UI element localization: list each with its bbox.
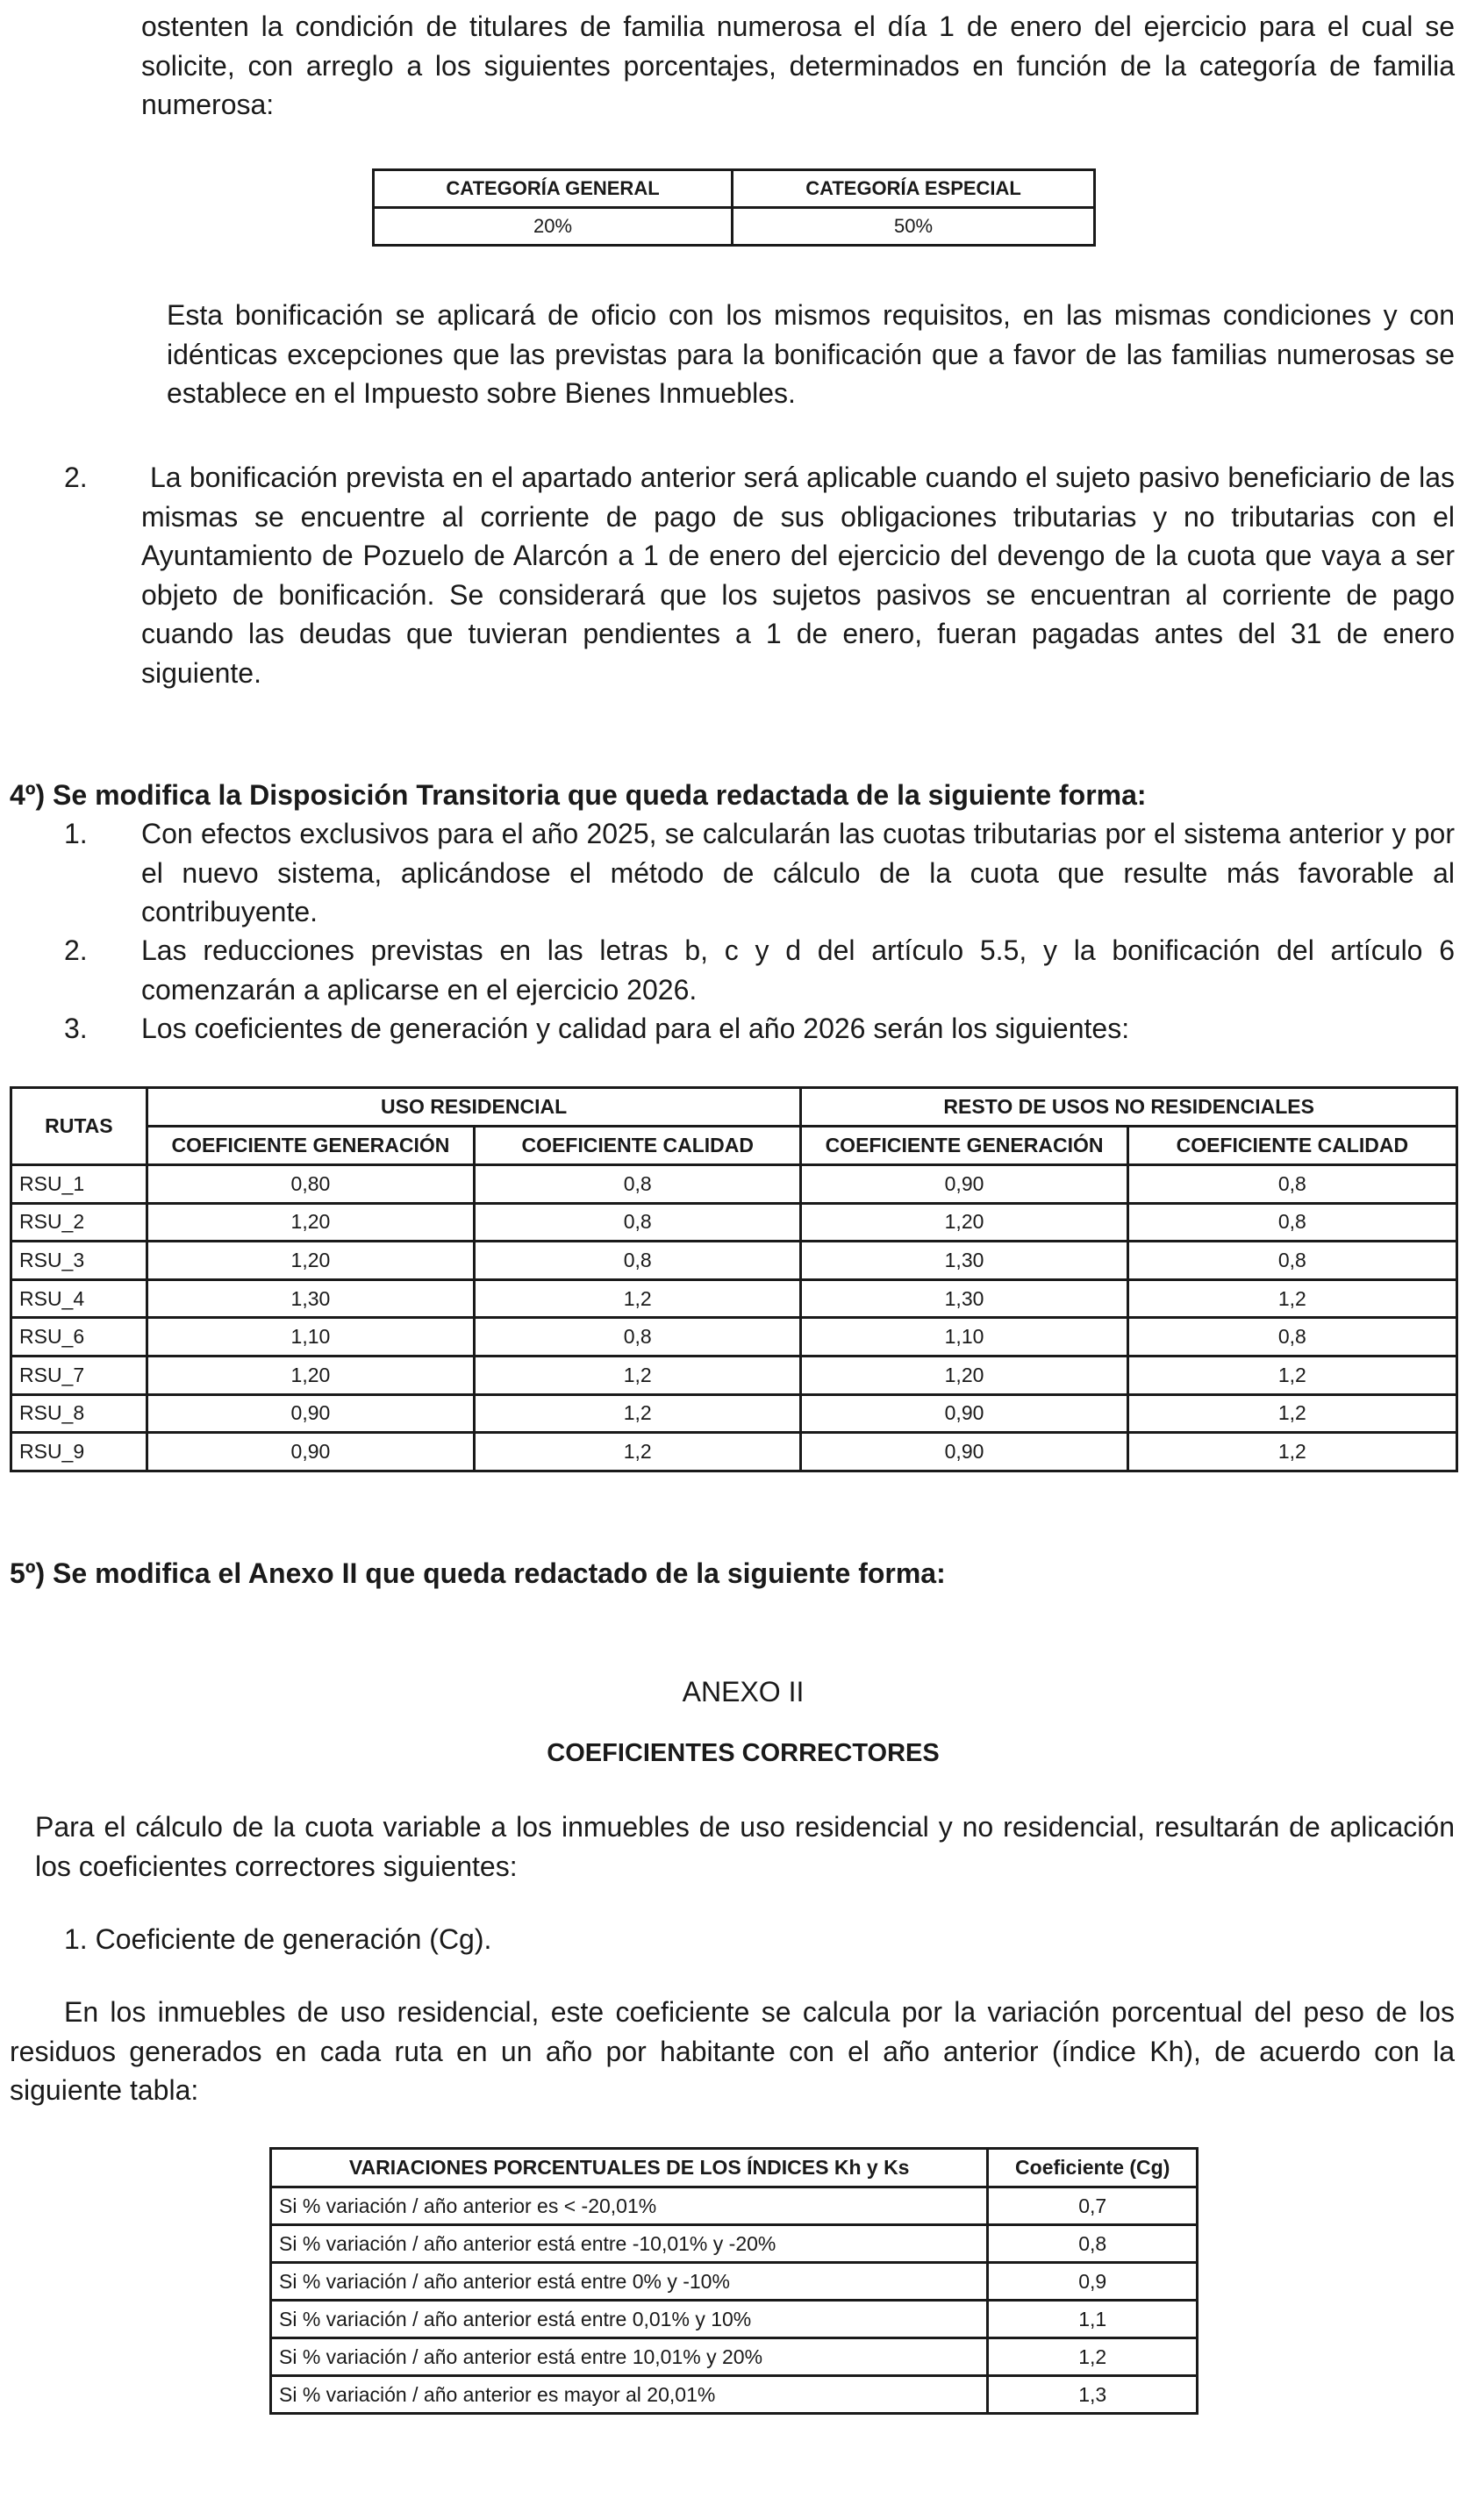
value-cell: 1,2 <box>1127 1433 1456 1471</box>
header-coeficiente: Coeficiente (Cg) <box>988 2149 1198 2187</box>
route-cell: RSU_8 <box>11 1394 147 1433</box>
route-cell: RSU_9 <box>11 1433 147 1471</box>
value-cell: 0,90 <box>801 1433 1127 1471</box>
coefficient-cell: 0,8 <box>988 2225 1198 2263</box>
table-row <box>11 1203 1457 1242</box>
route-cell: RSU_4 <box>11 1279 147 1318</box>
coefficient-cell: 1,1 <box>988 2301 1198 2338</box>
value-cell: 0,8 <box>475 1203 801 1242</box>
annex-title: ANEXO II <box>682 1676 805 1707</box>
route-cell: RSU_2 <box>11 1203 147 1242</box>
section-5-heading: 5º) Se modifica el Anexo II que queda redactado de la siguiente forma: <box>10 1557 946 1589</box>
route-cell: RSU_3 <box>11 1242 147 1280</box>
section-4-item-1: Con efectos exclusivos para el año 2025, se calcularán las cuotas tributarias por el sistema anterior y por el nuevo sistema, aplicándose el método de cálculo de la cuota que resulte más favorable al contribuyente. <box>141 818 1455 927</box>
value-especial: 50% <box>733 208 1095 246</box>
value-cell: 0,8 <box>475 1165 801 1204</box>
value-general: 20% <box>374 208 733 246</box>
table-row <box>11 1165 1457 1204</box>
section-4-item-3: Los coeficientes de generación y calidad para el año 2026 serán los siguientes: <box>141 1013 1130 1044</box>
annex-subtitle: COEFICIENTES CORRECTORES <box>547 1739 940 1767</box>
coefficient-cell: 1,2 <box>988 2338 1198 2376</box>
value-cell: 0,8 <box>1127 1203 1456 1242</box>
subheader: COEFICIENTE CALIDAD <box>1127 1127 1456 1165</box>
table-row <box>271 2338 1198 2376</box>
annex-paragraph-1: Para el cálculo de la cuota variable a los inmuebles de uso residencial y no residencial, resultarán de aplicación los coeficientes correctores siguientes: <box>35 1811 1455 1882</box>
value-cell: 1,30 <box>147 1279 474 1318</box>
item-number: 2. <box>64 462 88 493</box>
annex-item-1: 1. Coeficiente de generación (Cg). <box>64 1923 492 1955</box>
value-cell: 1,20 <box>147 1242 474 1280</box>
value-cell: 1,30 <box>801 1242 1127 1280</box>
value-cell: 0,90 <box>147 1394 474 1433</box>
table-row <box>271 2187 1198 2225</box>
value-cell: 0,80 <box>147 1165 474 1204</box>
value-cell: 1,20 <box>801 1356 1127 1394</box>
table-row <box>11 1433 1457 1471</box>
variation-coefficient-table <box>269 2147 1199 2415</box>
condition-cell: Si % variación / año anterior está entre 0,01% y 10% <box>271 2301 988 2338</box>
route-cell: RSU_1 <box>11 1165 147 1204</box>
header-rutas: RUTAS <box>11 1088 147 1165</box>
value-cell: 1,2 <box>1127 1394 1456 1433</box>
subheader: COEFICIENTE CALIDAD <box>475 1127 801 1165</box>
value-cell: 1,20 <box>147 1203 474 1242</box>
table-row <box>271 2376 1198 2414</box>
condition-cell: Si % variación / año anterior es mayor al 20,01% <box>271 2376 988 2414</box>
value-cell: 0,8 <box>1127 1318 1456 1357</box>
value-cell: 0,8 <box>475 1242 801 1280</box>
coefficient-cell: 0,9 <box>988 2263 1198 2301</box>
route-cell: RSU_6 <box>11 1318 147 1357</box>
value-cell: 1,10 <box>801 1318 1127 1357</box>
coefficients-table <box>10 1086 1458 1472</box>
value-cell: 1,20 <box>147 1356 474 1394</box>
value-cell: 1,2 <box>1127 1356 1456 1394</box>
section-4-heading: 4º) Se modifica la Disposición Transitoria que queda redactada de la siguiente forma: <box>10 779 1147 811</box>
table-row <box>11 1279 1457 1318</box>
value-cell: 1,2 <box>475 1433 801 1471</box>
table-row <box>11 1242 1457 1280</box>
intro-paragraph: ostenten la condición de titulares de familia numerosa el día 1 de enero del ejercicio para el cual se solicite, con arreglo a los siguientes porcentajes, determinados en función de la categoría de familia numerosa: <box>141 11 1455 120</box>
value-cell: 1,2 <box>475 1394 801 1433</box>
bonificacion-paragraph: Esta bonificación se aplicará de oficio con los mismos requisitos, en las mismas condiciones y con idénticas excepciones que las previstas para la bonificación que a favor de las familias numerosas se establece en el Impuesto sobre Bienes Inmuebles. <box>167 299 1455 409</box>
value-cell: 1,20 <box>801 1203 1127 1242</box>
annex-paragraph-2: En los inmuebles de uso residencial, este coeficiente se calcula por la variación porcentual del peso de los residuos generados en cada ruta en un año por habitante con el año anterior (índice Kh), de acuerdo con la siguiente tabla: <box>10 1996 1455 2106</box>
header-uso-residencial: USO RESIDENCIAL <box>147 1088 801 1127</box>
item-number: 3. <box>64 1013 88 1044</box>
coefficient-cell: 0,7 <box>988 2187 1198 2225</box>
value-cell: 0,8 <box>1127 1165 1456 1204</box>
value-cell: 0,90 <box>801 1394 1127 1433</box>
item-number: 1. <box>64 818 88 849</box>
item-2-text: La bonificación prevista en el apartado anterior será aplicable cuando el sujeto pasivo beneficiario de las mismas se encuentre al corriente de pago de sus obligaciones tributarias y no tributarias con el Ayuntamiento de Pozuelo de Alarcón a 1 de enero del ejercicio del devengo de la cuota que vaya a ser objeto de bonificación. Se considerará que los sujetos pasivos se encuentran al corriente de pago cuando las deudas que tuvieran pendientes a 1 de enero, fueran pagadas antes del 31 de enero siguiente. <box>141 462 1455 689</box>
condition-cell: Si % variación / año anterior es < -20,01% <box>271 2187 988 2225</box>
value-cell: 1,30 <box>801 1279 1127 1318</box>
subheader: COEFICIENTE GENERACIÓN <box>147 1127 474 1165</box>
value-cell: 0,8 <box>475 1318 801 1357</box>
condition-cell: Si % variación / año anterior está entre 0% y -10% <box>271 2263 988 2301</box>
value-cell: 0,8 <box>1127 1242 1456 1280</box>
value-cell: 1,2 <box>475 1356 801 1394</box>
header-variations: VARIACIONES PORCENTUALES DE LOS ÍNDICES Kh y Ks <box>271 2149 988 2187</box>
table-row <box>271 2225 1198 2263</box>
header-especial: CATEGORÍA ESPECIAL <box>733 170 1095 208</box>
condition-cell: Si % variación / año anterior está entre -10,01% y -20% <box>271 2225 988 2263</box>
table-row <box>11 1394 1457 1433</box>
table-row <box>271 2263 1198 2301</box>
value-cell: 0,90 <box>801 1165 1127 1204</box>
family-category-table <box>372 168 1096 247</box>
section-4-item-2: Las reducciones previstas en las letras b, c y d del artículo 5.5, y la bonificación del artículo 6 comenzarán a aplicarse en el ejercicio 2026. <box>141 934 1455 1006</box>
value-cell: 1,2 <box>1127 1279 1456 1318</box>
table-row <box>11 1356 1457 1394</box>
coefficient-cell: 1,3 <box>988 2376 1198 2414</box>
value-cell: 0,90 <box>147 1433 474 1471</box>
subheader: COEFICIENTE GENERACIÓN <box>801 1127 1127 1165</box>
route-cell: RSU_7 <box>11 1356 147 1394</box>
value-cell: 1,2 <box>475 1279 801 1318</box>
header-no-residencial: RESTO DE USOS NO RESIDENCIALES <box>801 1088 1457 1127</box>
item-number: 2. <box>64 934 88 966</box>
value-cell: 1,10 <box>147 1318 474 1357</box>
table-row <box>271 2301 1198 2338</box>
table-row <box>11 1318 1457 1357</box>
condition-cell: Si % variación / año anterior está entre 10,01% y 20% <box>271 2338 988 2376</box>
header-general: CATEGORÍA GENERAL <box>374 170 733 208</box>
